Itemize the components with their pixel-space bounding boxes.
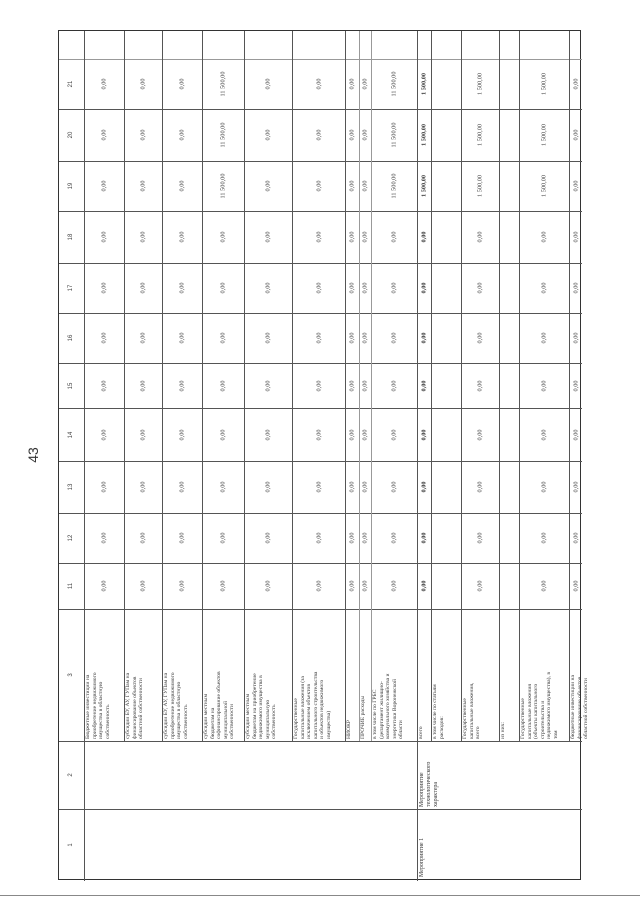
column-divider [59, 263, 582, 264]
row-label-line: из них: [500, 722, 506, 739]
cell-value: 0,00 [476, 231, 484, 243]
cell-value: 0,00 [540, 332, 548, 344]
column-number: 11 [68, 582, 74, 590]
cell-value: 0,00 [348, 532, 356, 544]
cell-value: 0,00 [139, 231, 147, 243]
row-label-line: всего [475, 726, 482, 739]
event-name [419, 762, 440, 807]
cell-value: 0,00 [348, 282, 356, 294]
cell-value: 0,00 [178, 78, 186, 90]
column-number: 15 [68, 382, 74, 389]
row-label-line: бюджетам на [209, 707, 216, 739]
row-label-line: муниципальной [222, 701, 229, 739]
cell-value: 0,00 [178, 481, 186, 493]
cell-value: 0,00 [420, 428, 428, 441]
cell-value: 0,00 [572, 532, 579, 544]
column-number: 13 [68, 483, 74, 491]
row-label-line: областной собственности [138, 678, 145, 739]
cell-value: 0,00 [100, 78, 108, 90]
cell-value: 1 500,00 [420, 72, 428, 96]
row-label-line: капитальные вложения [526, 684, 533, 739]
cell-value: 0,00 [348, 379, 356, 392]
row-label-line: НИОКР [346, 720, 352, 739]
column-number: 16 [68, 334, 74, 342]
row-label-line: энергетики Воронежской [391, 679, 398, 739]
row-label [125, 611, 162, 739]
row-label-line: Бюджетные инвестиции на [85, 674, 91, 739]
cell-value: 0,00 [572, 580, 579, 592]
column-number: 20 [68, 131, 74, 139]
cell-value: 0,00 [178, 532, 186, 544]
cell-value: 0,00 [219, 282, 227, 294]
cell-value: 0,00 [315, 129, 322, 141]
cell-value: 0,00 [315, 379, 322, 392]
column-number: 2 [68, 773, 74, 777]
row-label-line: Государственные [462, 698, 468, 739]
row-label-line: всего [418, 726, 424, 739]
cell-value: 0,00 [139, 428, 147, 441]
cell-value: 0,00 [420, 332, 428, 344]
cell-value: 0,00 [264, 78, 272, 90]
cell-value: 0,00 [315, 481, 322, 493]
row-label-line: расходов: [438, 716, 445, 739]
cell-value: 0,00 [476, 332, 484, 344]
row-label-line: том [552, 730, 559, 739]
cell-value: 0,00 [420, 532, 428, 544]
bottom-divider [0, 895, 640, 896]
cell-value: 0,00 [315, 332, 322, 344]
row-label-line: капитальные вложения (за [299, 676, 306, 739]
row-label-line: капитальные вложения, [468, 682, 475, 739]
cell-value: 0,00 [178, 129, 186, 141]
column-number: 19 [68, 182, 74, 190]
column-divider [59, 161, 582, 162]
cell-value: 0,00 [361, 580, 369, 592]
cell-value: 0,00 [100, 481, 108, 493]
cell-value: 0,00 [264, 481, 272, 493]
cell-value: 0,00 [264, 129, 272, 141]
cell-value: 0,00 [315, 180, 322, 192]
cell-value: 0,00 [540, 282, 548, 294]
cell-value: 0,00 [264, 532, 272, 544]
row-label-line: собственности [229, 704, 236, 739]
row-label-line: в том числе по ГРБС [372, 689, 378, 739]
cell-value: 0,00 [540, 580, 548, 592]
row-label-line: собственность [271, 704, 278, 739]
column-divider [59, 313, 582, 314]
cell-value: 0,00 [100, 129, 108, 141]
cell-value: 0,00 [264, 231, 272, 243]
cell-value: 0,00 [572, 282, 579, 294]
column-divider [59, 609, 582, 610]
cell-value: 0,00 [139, 332, 147, 344]
cell-value: 0,00 [315, 78, 322, 90]
cell-value: 0,00 [420, 379, 428, 392]
cell-value: 0,00 [540, 428, 548, 441]
cell-value: 0,00 [420, 231, 428, 243]
row-label [346, 611, 359, 739]
row-label-line: субсидии местным [203, 693, 209, 739]
column-divider [59, 109, 582, 110]
row-label-line: исключением объектов [306, 684, 313, 739]
row-label-line: финансирование объектов [131, 676, 138, 739]
cell-value: 0,00 [476, 428, 484, 441]
cell-value: 0,00 [139, 282, 147, 294]
group-divider [417, 741, 418, 881]
column-number: 18 [68, 233, 74, 241]
cell-value: 0,00 [361, 231, 369, 243]
cell-value: 0,00 [219, 231, 227, 243]
event-name-line: характера [433, 781, 439, 807]
row-label-line: приобретение недвижимого [91, 672, 98, 739]
row-label-line: муниципальную [264, 699, 271, 739]
cell-value: 11 500,00 [219, 122, 227, 148]
cell-value: 0,00 [219, 379, 227, 392]
cell-value: 0,00 [219, 332, 227, 344]
page-number: 43 [25, 447, 41, 463]
column-number: 17 [68, 284, 74, 292]
row-label [203, 611, 244, 739]
cell-value: 0,00 [100, 379, 108, 392]
cell-value: 0,00 [572, 379, 579, 392]
cell-value: 0,00 [390, 379, 398, 392]
cell-value: 0,00 [361, 481, 369, 493]
row-label [360, 611, 371, 739]
cell-value: 0,00 [100, 428, 108, 441]
row-label [432, 611, 461, 739]
cell-value: 0,00 [390, 332, 398, 344]
row-label [163, 611, 202, 739]
cell-value: 1 500,00 [420, 123, 428, 147]
column-divider [59, 809, 582, 810]
cell-value: 0,00 [178, 428, 186, 441]
cell-value: 0,00 [219, 481, 227, 493]
event-label [419, 838, 426, 877]
event-name-line: Мероприятие [419, 772, 425, 807]
cell-value: 0,00 [100, 180, 108, 192]
cell-value: 0,00 [348, 332, 356, 344]
cell-value: 0,00 [139, 78, 147, 90]
row-label [293, 611, 345, 739]
column-number: 3 [68, 673, 74, 677]
row-label-line: (департамент жилищно- [378, 681, 385, 739]
row-label-line: финансирование объектов [576, 676, 583, 739]
column-divider [59, 563, 582, 564]
cell-value: 0,00 [348, 180, 356, 192]
row-label-line: и объектов недвижимого [319, 679, 326, 739]
column-divider [59, 408, 582, 409]
cell-value: 0,00 [100, 332, 108, 344]
row-label-line: Государственные [293, 698, 299, 739]
row-label-line: собственность [182, 704, 189, 739]
row-label-line: субсидии местным [245, 693, 251, 739]
row-label-line: имущества в областную [176, 681, 183, 739]
column-number: 21 [68, 80, 74, 88]
cell-value: 0,00 [348, 428, 356, 441]
row-label-line: ПРОЧИЕ расходы [360, 695, 366, 739]
cell-value: 0,00 [348, 580, 356, 592]
cell-value: 0,00 [540, 532, 548, 544]
cell-value: 11 500,00 [219, 71, 227, 97]
row-label [462, 611, 499, 739]
cell-value: 0,00 [361, 428, 369, 441]
cell-value: 0,00 [572, 180, 579, 192]
cell-value: 0,00 [390, 532, 398, 544]
column-divider [59, 59, 582, 60]
cell-value: 0,00 [361, 78, 369, 90]
row-label-line: (объекты капитального [533, 683, 540, 739]
cell-value: 0,00 [476, 481, 484, 493]
row-label-line: софинансирование объектов [216, 671, 223, 739]
cell-value: 0,00 [420, 282, 428, 294]
cell-value: 0,00 [315, 580, 322, 592]
cell-value: 0,00 [264, 282, 272, 294]
event-label-line: Мероприятие 1 [419, 837, 425, 877]
row-label [520, 611, 569, 739]
row-label-line: имущества в областную [98, 681, 105, 739]
row-label-line: недвижимого имущества), в [546, 672, 553, 739]
row-label-line: недвижимого имущества в [258, 675, 265, 739]
cell-value: 1 500,00 [540, 174, 548, 198]
cell-value: 0,00 [572, 428, 579, 441]
cell-value: 0,00 [315, 428, 322, 441]
row-label-line: приобретение недвижимого [169, 672, 176, 739]
cell-value: 0,00 [361, 129, 369, 141]
row-label-line: в том числе по статьям [432, 684, 438, 739]
cell-value: 0,00 [476, 532, 484, 544]
cell-value: 0,00 [219, 428, 227, 441]
cell-value: 0,00 [348, 231, 356, 243]
cell-value: 11 500,00 [390, 71, 398, 97]
row-label-line: капитального строительства [312, 671, 319, 739]
cell-value: 0,00 [315, 282, 322, 294]
cell-value: 0,00 [264, 428, 272, 441]
column-number: 12 [68, 534, 74, 542]
cell-value: 0,00 [540, 231, 548, 243]
row-label-line: строительства и [539, 700, 546, 739]
row-label-line: коммунального хозяйства и [385, 673, 392, 739]
cell-value: 0,00 [390, 428, 398, 441]
cell-value: 0,00 [139, 180, 147, 192]
row-label-line: имущества) [325, 710, 332, 739]
cell-value: 0,00 [264, 180, 272, 192]
row-label-line: субсидии БУ, АУ, ГУПам на [163, 672, 169, 739]
cell-value: 0,00 [100, 580, 108, 592]
row-label [85, 611, 124, 739]
cell-value: 0,00 [139, 379, 147, 392]
row-label [418, 611, 431, 739]
cell-value: 0,00 [361, 332, 369, 344]
row-label-line: бюджетам на приобретение [251, 673, 258, 739]
cell-value: 0,00 [100, 532, 108, 544]
column-divider [59, 461, 582, 462]
row-label-line: Государственные [520, 698, 526, 739]
cell-value: 0,00 [361, 532, 369, 544]
cell-value: 0,00 [178, 332, 186, 344]
cell-value: 0,00 [100, 282, 108, 294]
cell-value: 0,00 [390, 481, 398, 493]
cell-value: 0,00 [178, 180, 186, 192]
cell-value: 0,00 [572, 332, 579, 344]
cell-value: 0,00 [390, 282, 398, 294]
cell-value: 0,00 [572, 129, 579, 141]
cell-value: 1 500,00 [420, 174, 428, 198]
cell-value: 11 500,00 [390, 173, 398, 199]
cell-value: 0,00 [348, 129, 356, 141]
cell-value: 0,00 [348, 78, 356, 90]
column-divider [59, 211, 582, 212]
cell-value: 0,00 [178, 379, 186, 392]
cell-value: 1 500,00 [476, 72, 484, 96]
column-number: 14 [68, 431, 74, 438]
event-name-line: технологического [426, 761, 432, 807]
cell-value: 0,00 [361, 282, 369, 294]
cell-value: 1 500,00 [540, 72, 548, 96]
cell-value: 11 500,00 [390, 122, 398, 148]
cell-value: 0,00 [139, 580, 147, 592]
cell-value: 0,00 [315, 231, 322, 243]
cell-value: 0,00 [420, 580, 428, 592]
cell-value: 0,00 [139, 481, 147, 493]
cell-value: 0,00 [264, 580, 272, 592]
cell-value: 0,00 [572, 481, 579, 493]
cell-value: 0,00 [540, 379, 548, 392]
cell-value: 0,00 [361, 379, 369, 392]
row-label-line: субсидии БУ, АУ, ГУПам на [125, 672, 131, 739]
budget-table [58, 30, 590, 880]
cell-value: 0,00 [348, 481, 356, 493]
row-label [500, 611, 519, 739]
cell-value: 0,00 [100, 231, 108, 243]
cell-value: 0,00 [476, 580, 484, 592]
cell-value: 0,00 [420, 481, 428, 493]
cell-value: 0,00 [178, 231, 186, 243]
row-label-line: бюджетные инвестиции на [570, 675, 576, 739]
cell-value: 0,00 [390, 580, 398, 592]
row-label-line: областной собственности [583, 678, 590, 739]
cell-value: 0,00 [476, 282, 484, 294]
row-label-line: собственность [104, 704, 111, 739]
cell-value: 0,00 [178, 282, 186, 294]
cell-value: 0,00 [572, 78, 579, 90]
cell-value: 0,00 [264, 379, 272, 392]
cell-value: 0,00 [139, 129, 147, 141]
cell-value: 0,00 [139, 532, 147, 544]
cell-value: 0,00 [572, 231, 579, 243]
cell-value: 0,00 [178, 580, 186, 592]
cell-value: 0,00 [540, 481, 548, 493]
row-label-line: области [398, 720, 405, 739]
column-number: 1 [68, 843, 74, 847]
column-divider [59, 741, 582, 742]
column-divider [59, 513, 582, 514]
cell-value: 11 500,00 [219, 173, 227, 199]
row-label [570, 611, 590, 739]
cell-value: 0,00 [390, 231, 398, 243]
cell-value: 1 500,00 [476, 123, 484, 147]
cell-value: 0,00 [219, 580, 227, 592]
row-divider [84, 31, 85, 881]
column-divider [59, 363, 582, 364]
cell-value: 0,00 [315, 532, 322, 544]
cell-value: 0,00 [264, 332, 272, 344]
cell-value: 0,00 [476, 379, 484, 392]
cell-value: 0,00 [219, 532, 227, 544]
cell-value: 1 500,00 [540, 123, 548, 147]
row-label [372, 611, 417, 739]
cell-value: 1 500,00 [476, 174, 484, 198]
row-label [245, 611, 292, 739]
cell-value: 0,00 [361, 180, 369, 192]
